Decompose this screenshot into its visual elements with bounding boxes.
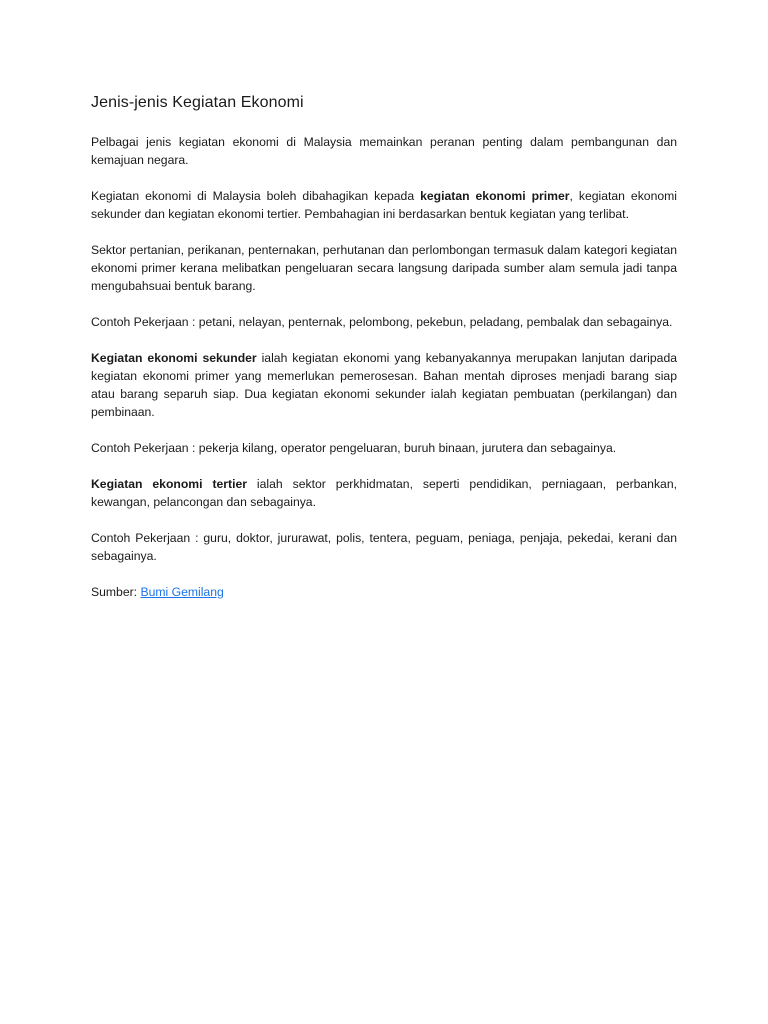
document-title: Jenis-jenis Kegiatan Ekonomi (91, 94, 304, 111)
paragraph-secondary-text: ialah kegiatan ekonomi yang kebanyakannya merupakan lanjutan daripada kegiatan ekonomi primer yang memerlukan pemerosesan. Bahan mentah diproses menjadi barang siap atau barang separuh siap. Dua kegiatan ekonomi sekunder ialah kegiatan pembuatan (perkilangan) dan pembinaan. (91, 351, 677, 419)
document-page (91, 93, 677, 619)
secondary-term: Kegiatan ekonomi sekunder (91, 351, 257, 365)
paragraph-primary-sectors: Sektor pertanian, perikanan, penternakan, perhutanan dan perlombongan termasuk dalam kategori kegiatan ekonomi primer kerana melibatkan pengeluaran secara langsung daripada sumber alam semula jadi tanpa mengubahsuai bentuk barang. (91, 243, 677, 293)
source-link[interactable]: Bumi Gemilang (140, 585, 224, 599)
paragraph-categories (91, 187, 677, 223)
paragraph-categories-text-1: Kegiatan ekonomi di Malaysia boleh dibahagikan kepada (91, 189, 421, 203)
paragraph-primary-jobs: Contoh Pekerjaan : petani, nelayan, penternak, pelombong, pekebun, peladang, pembalak dan sebagainya. (91, 315, 673, 329)
tertiary-term: Kegiatan ekonomi tertier (91, 477, 247, 491)
paragraph-secondary-jobs: Contoh Pekerjaan : pekerja kilang, operator pengeluaran, buruh binaan, jurutera dan sebagainya. (91, 441, 617, 455)
paragraph-tertiary-jobs: Contoh Pekerjaan : guru, doktor, jururawat, polis, tentera, peguam, peniaga, penjaja, pekedai, kerani dan sebagainya. (91, 531, 677, 563)
paragraph-intro: Pelbagai jenis kegiatan ekonomi di Malaysia memainkan peranan penting dalam pembangunan dan kemajuan negara. (91, 135, 677, 167)
source-label: Sumber: (91, 585, 141, 599)
paragraph-categories-text-2: , kegiatan ekonomi sekunder dan kegiatan ekonomi tertier. Pembahagian ini berdasarkan bentuk kegiatan yang terlibat. (91, 189, 678, 221)
paragraph-secondary (91, 349, 677, 421)
primary-term: kegiatan ekonomi primer (420, 189, 570, 203)
paragraph-tertiary (91, 475, 677, 511)
paragraph-tertiary-text: ialah sektor perkhidmatan, seperti pendidikan, perniagaan, perbankan, kewangan, pelancongan dan sebagainya. (91, 477, 677, 509)
source-line (91, 583, 677, 601)
